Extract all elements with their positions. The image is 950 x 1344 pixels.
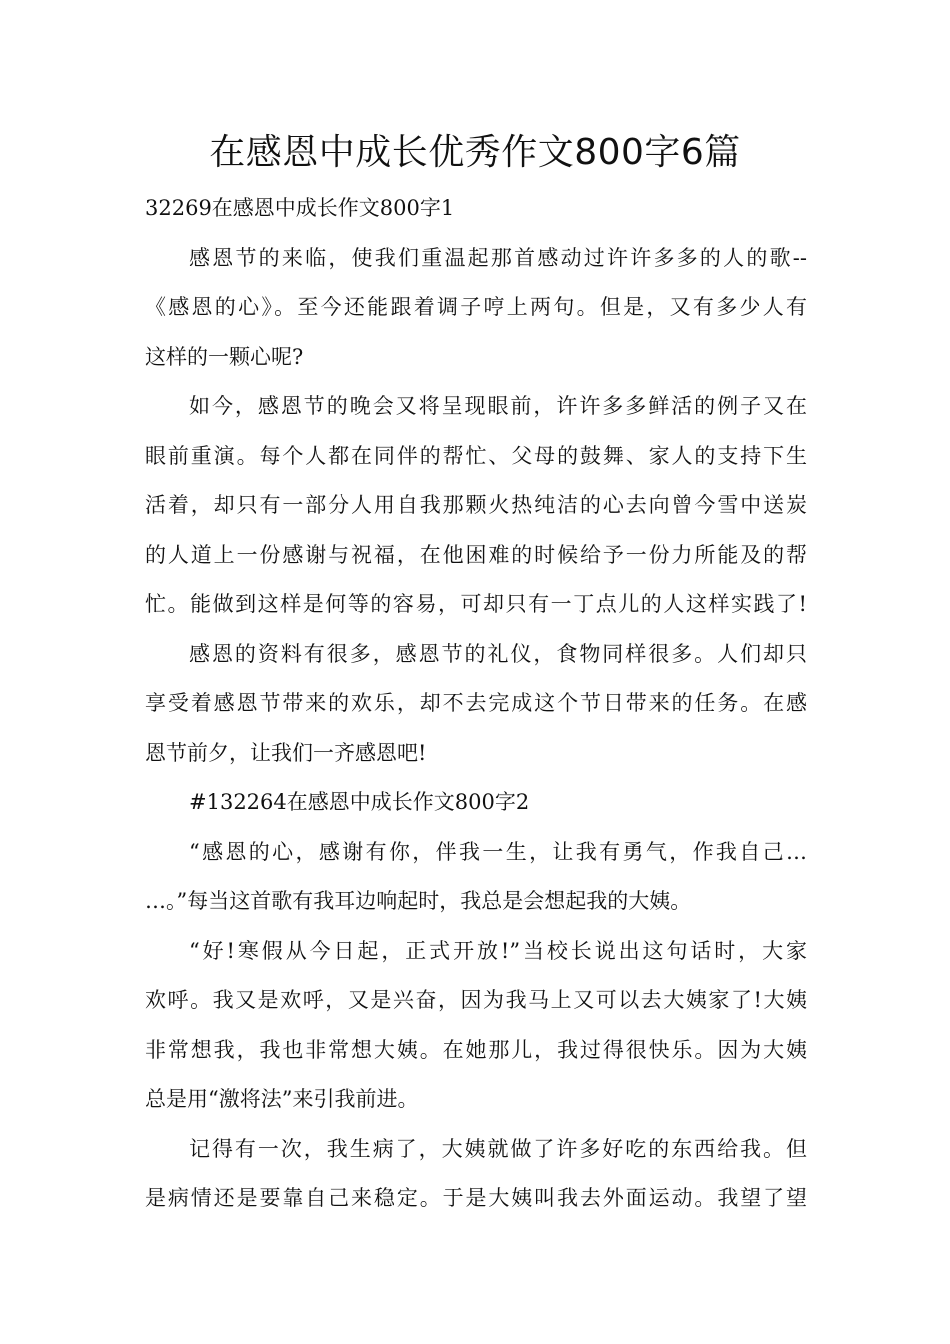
section-heading-1: 32269在感恩中成长作文800字1 [145,196,455,220]
paragraph-line: 非常想我，我也非常想大姨。在她那儿，我过得很快乐。因为大姨 [145,1037,807,1062]
paragraph-line: 享受着感恩节带来的欢乐，却不去完成这个节日带来的任务。在感 [145,691,807,715]
paragraph-line: 《感恩的心》。至今还能跟着调子哼上两句。但是，又有多少人有 [145,295,807,319]
paragraph-line: 记得有一次，我生病了，大姨就做了许多好吃的东西给我。但 [189,1136,807,1161]
paragraph-line: 眼前重演。每个人都在同伴的帮忙、父母的鼓舞、家人的支持下生 [145,443,807,468]
paragraph-line: 活着，却只有一部分人用自我那颗火热纯洁的心去向曾今雪中送炭 [145,493,807,517]
paragraph-line: 总是用“激将法”来引我前进。 [145,1087,419,1111]
paragraph-line: …。”每当这首歌有我耳边响起时，我总是会想起我的大姨。 [145,889,692,913]
paragraph-line: 的人道上一份感谢与祝福，在他困难的时候给予一份力所能及的帮 [145,542,807,567]
paragraph-line: 这样的一颗心呢? [145,344,304,369]
paragraph-line: 忙。能做到这样是何等的容易，可却只有一丁点儿的人这样实践了! [145,592,807,616]
section-heading-2: #132264在感恩中成长作文800字2 [189,790,530,814]
paragraph-line: “好!寒假从今日起，正式开放!”当校长说出这句话时，大家 [189,938,807,963]
paragraph-line: 感恩的资料有很多，感恩节的礼仪，食物同样很多。人们却只 [189,641,807,666]
paragraph-line: 恩节前夕，让我们一齐感恩吧! [145,740,427,765]
paragraph-line: “感恩的心，感谢有你，伴我一生，让我有勇气，作我自己… [189,839,807,864]
paragraph-line: 如今，感恩节的晚会又将呈现眼前，许许多多鲜活的例子又在 [189,394,807,418]
paragraph-line: 欢呼。我又是欢呼，又是兴奋，因为我马上又可以去大姨家了!大姨 [145,988,807,1012]
document-title: 在感恩中成长优秀作文800字6篇 [209,132,741,173]
paragraph-line: 是病情还是要靠自己来稳定。于是大姨叫我去外面运动。我望了望 [145,1186,807,1210]
paragraph-line: 感恩节的来临，使我们重温起那首感动过许许多多的人的歌-- [189,245,807,270]
document-body [145,184,807,1224]
